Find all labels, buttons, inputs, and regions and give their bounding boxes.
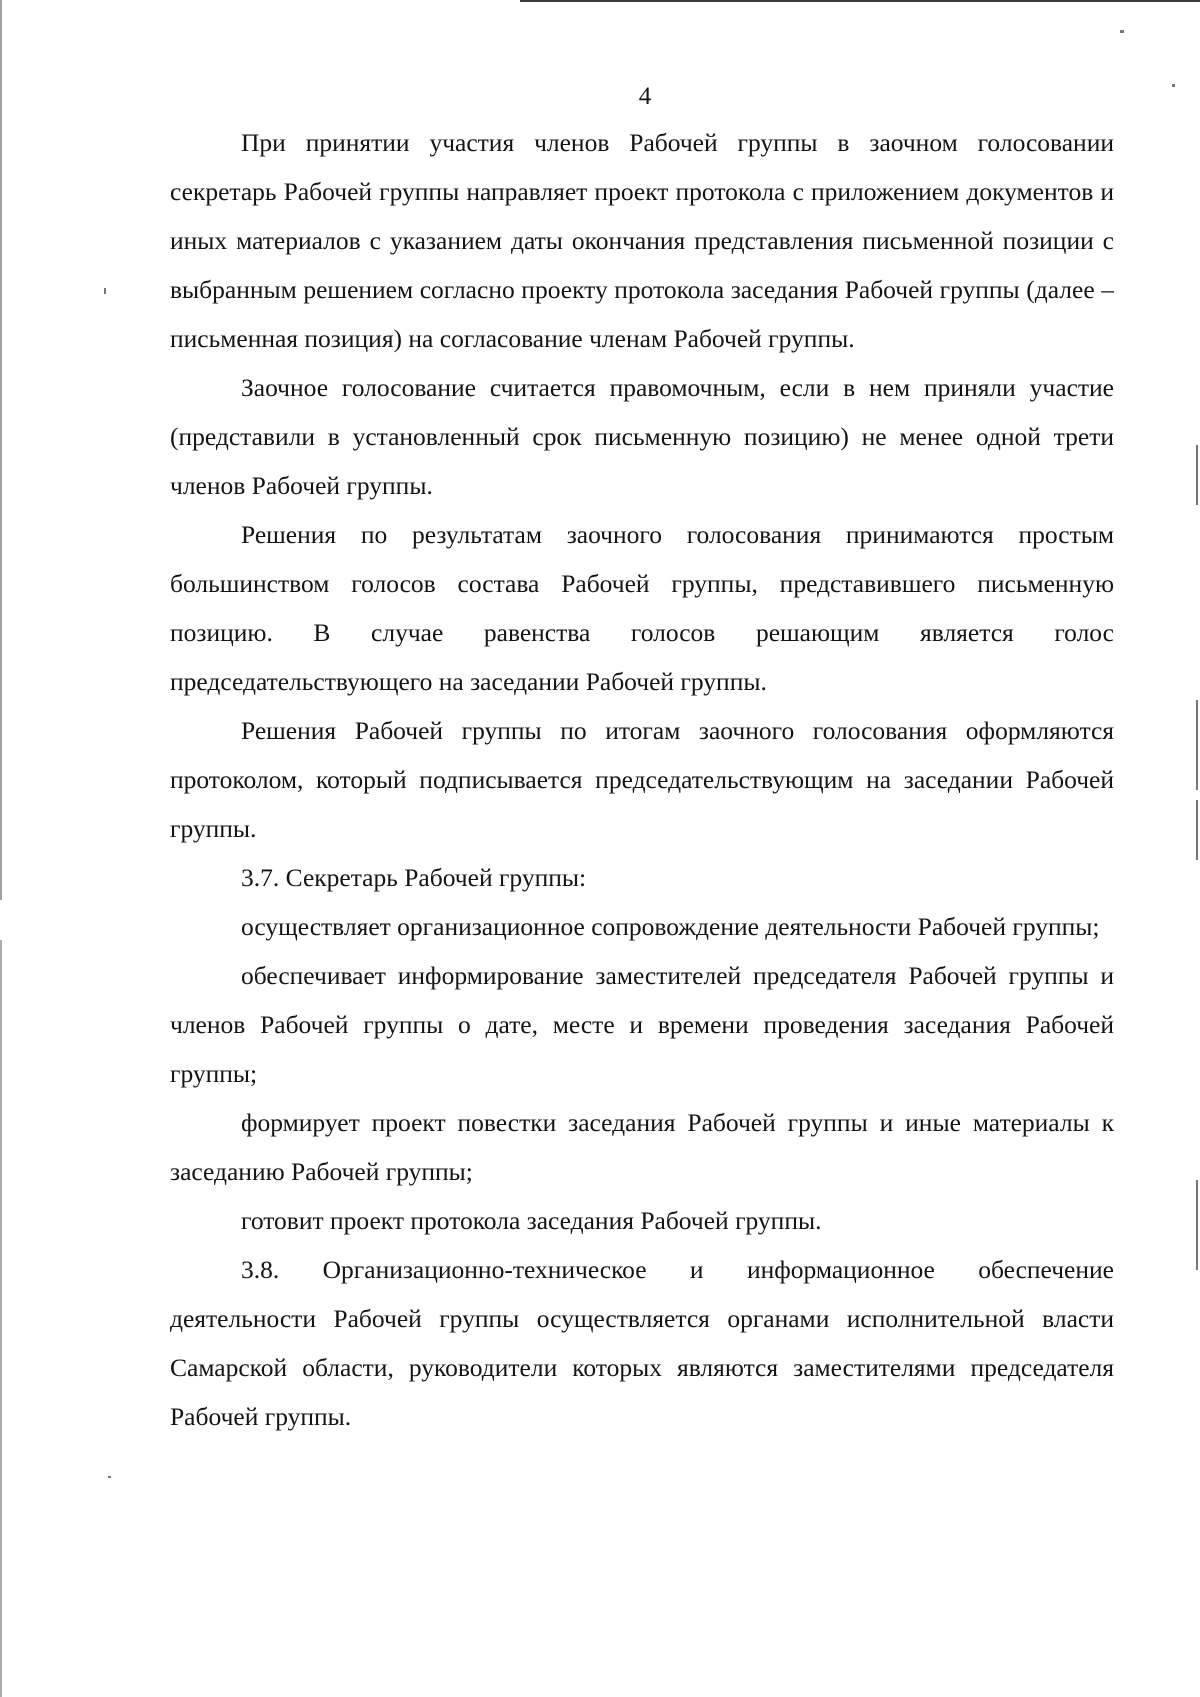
section-3-8-support: 3.8. Организационно-техническое и информационное обеспечение деятельности Рабочей группы осуществляется органами исполнительной власти Самарской области, руководители которых являются заместителями председателя Рабочей группы.	[170, 1255, 1114, 1431]
scan-mark	[1120, 30, 1124, 33]
scan-edge-top	[520, 0, 1200, 2]
scan-mark	[108, 1476, 111, 1478]
paragraph-voting-procedure: При принятии участия членов Рабочей группы в заочном голосовании секретарь Рабочей группы направляет проект протокола с приложением документов и иных материалов с указанием даты окончания представления письменной позиции с выбранным решением согласно проекту протокола заседания Рабочей группы (далее – письменная позиция) на согласование членам Рабочей группы.	[170, 128, 1114, 353]
scan-mark	[104, 288, 106, 294]
document-body	[170, 118, 1114, 1441]
scan-mark	[1196, 800, 1198, 860]
paragraph-quorum: Заочное голосование считается правомочным, если в нем приняли участие (представили в установленный срок письменную позицию) не менее одной трети членов Рабочей группы.	[170, 373, 1114, 500]
list-item-informing: обеспечивает информирование заместителей председателя Рабочей группы и членов Рабочей группы о дате, месте и времени проведения заседания Рабочей группы;	[170, 961, 1114, 1088]
list-item-support: осуществляет организационное сопровождение деятельности Рабочей группы;	[241, 912, 1100, 941]
list-item-agenda: формирует проект повестки заседания Рабочей группы и иные материалы к заседанию Рабочей группы;	[170, 1108, 1114, 1186]
list-item-protocol-draft: готовит проект протокола заседания Рабочей группы.	[241, 1206, 822, 1235]
page-number: 4	[638, 83, 652, 110]
scan-mark	[1196, 700, 1198, 790]
section-heading-secretary: 3.7. Секретарь Рабочей группы:	[241, 863, 587, 892]
paragraph-decisions-protocol: Решения Рабочей группы по итогам заочного голосования оформляются протоколом, который подписывается председательствующим на заседании Рабочей группы.	[170, 716, 1114, 843]
scan-mark	[1196, 445, 1198, 505]
scan-edge-left	[0, 0, 2, 1697]
scan-mark	[1196, 1180, 1198, 1270]
paragraph-decisions-majority: Решения по результатам заочного голосования принимаются простым большинством голосов состава Рабочей группы, представившего письменную позицию. В случае равенства голосов решающим является голос председательствующего на заседании Рабочей группы.	[170, 520, 1114, 696]
